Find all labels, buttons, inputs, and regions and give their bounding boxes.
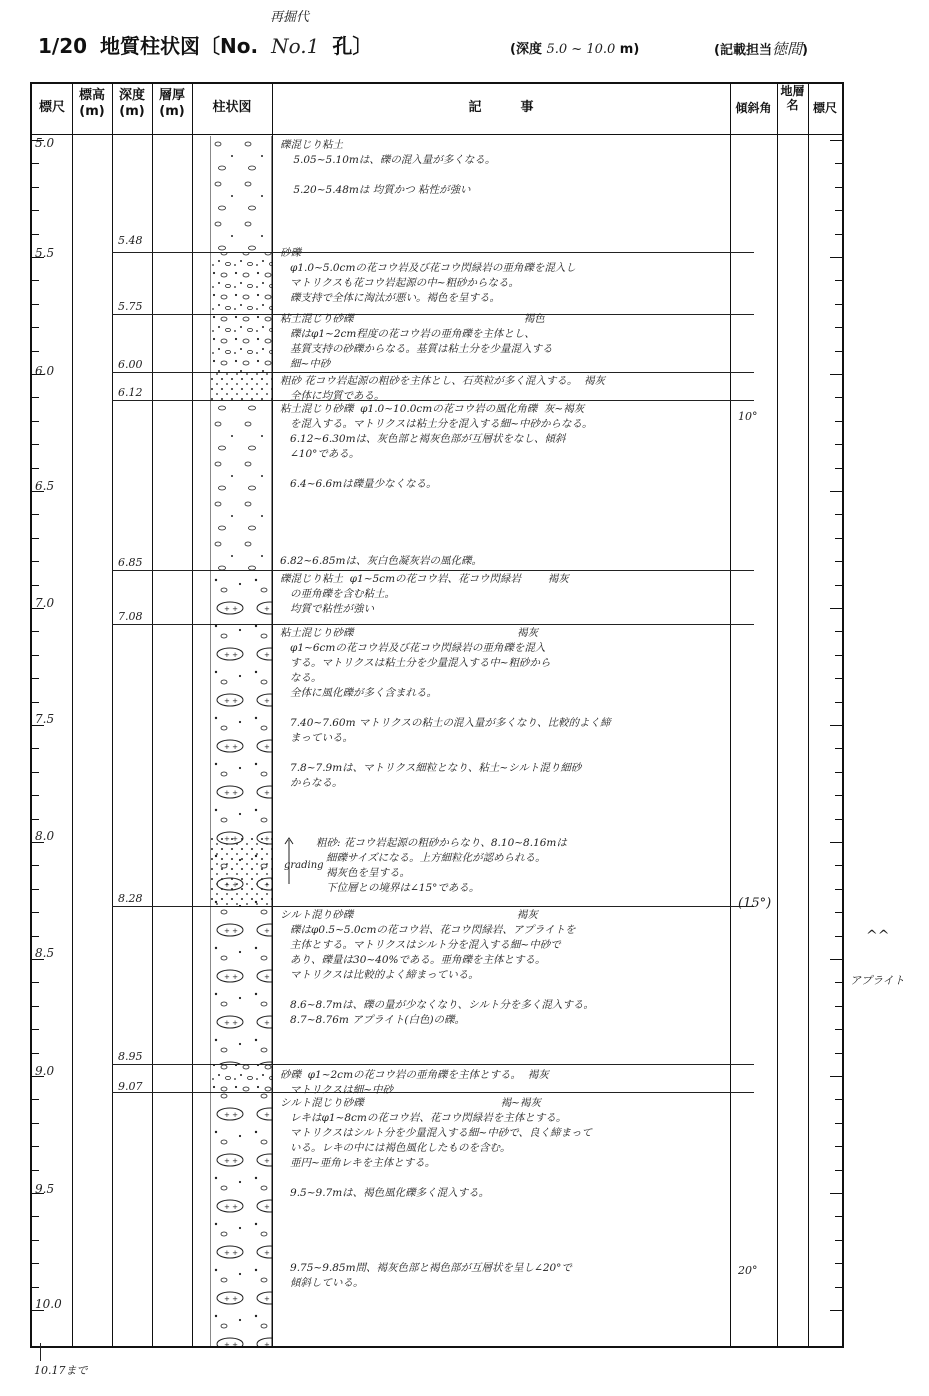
scale-tick bbox=[32, 140, 44, 141]
header-scale-right: 標尺 bbox=[812, 101, 837, 115]
scale-tick bbox=[835, 889, 842, 890]
scale-tick bbox=[830, 140, 842, 141]
scale-tick bbox=[835, 468, 842, 469]
header-thickness: 層厚 (m) bbox=[158, 88, 185, 119]
scale-tick bbox=[835, 772, 842, 773]
scale-tick bbox=[32, 702, 39, 703]
scale-tick bbox=[835, 819, 842, 820]
scale-tick bbox=[32, 351, 39, 352]
layer-depth: 6.12 bbox=[118, 386, 143, 399]
scale-mark: 8.5 bbox=[35, 946, 55, 960]
layer-note: 粗砂: 花コウ岩起源の粗砂からなり、8.10~8.16mは 細礫サイズになる。上方細粒化が認められる。 褐灰色を呈する。 下位層との境界は∠15°である。 bbox=[316, 837, 567, 894]
scale-tick bbox=[32, 1216, 39, 1217]
header-dip: 傾斜角 bbox=[735, 101, 772, 115]
scale-tick bbox=[32, 374, 44, 375]
scale-tick bbox=[32, 1193, 44, 1194]
scale-tick bbox=[835, 304, 842, 305]
scale-tick bbox=[32, 585, 39, 586]
scale-tick bbox=[32, 234, 39, 235]
scale-tick bbox=[830, 608, 842, 609]
scale-tick bbox=[835, 327, 842, 328]
scale-ratio: 1/20 bbox=[38, 34, 88, 58]
scale-tick bbox=[32, 1053, 39, 1054]
scale-tick bbox=[32, 748, 39, 749]
header-column: 柱状図 bbox=[212, 100, 252, 115]
scale-tick bbox=[830, 1310, 842, 1311]
scale-tick bbox=[835, 234, 842, 235]
scale-tick bbox=[32, 842, 44, 843]
title-superscript: 再掘代 bbox=[270, 10, 310, 25]
layer-depth: 9.07 bbox=[118, 1080, 143, 1093]
layer-depth: 5.75 bbox=[118, 300, 143, 313]
layer-note: 礫混じり粘土 φ1~5cmの花コウ岩、花コウ閃緑岩 褐灰 の亜角礫を含む粘土。 均質で粘性が強い bbox=[280, 573, 569, 615]
depth-unit: m) bbox=[619, 42, 640, 57]
scale-tick bbox=[32, 1076, 44, 1077]
layer-note: シルト混り砂礫 褐灰 礫はφ0.5~5.0cmの花コウ岩、花コウ閃緑岩、アプライトを 主体とする。マトリクスはシルト分を混入する細~中砂で あり、礫量は30~40%である。亜角礫を主体とする。 マトリクスは比較的よく締まっている。 8.6~8.7mは、礫の量が少なくなり、シルト分を多く混入する。 8.7~8.76m アプライト(白色)の礫。 bbox=[280, 909, 594, 1026]
layer-note: 粗砂 花コウ岩起源の粗砂を主体とし、石英粒が多く混入する。 褐灰 全体に均質である。 bbox=[280, 375, 606, 402]
layer-note: シルト混じり砂礫 褐~褐灰 レキはφ1~8cmの花コウ岩、花コウ閃緑岩を主体とする。 マトリクスはシルト分を少量混入する細~中砂で、良く締まって いる。レキの中には褐色風化したものを含む。 亜円~亜角レキを主体とする。 9.5~9.7mは、褐色風化礫多く混入する。 9.75~9.85m間、褐灰色部と褐色部が互層状を呈し∠20°で 傾斜している。 bbox=[280, 1097, 593, 1289]
scale-mark: 7.5 bbox=[35, 712, 55, 726]
scale-tick bbox=[32, 187, 39, 188]
depth-range: 5.0 ~ 10.0 bbox=[546, 42, 616, 57]
scale-tick bbox=[32, 912, 39, 913]
scale-tick bbox=[32, 1006, 39, 1007]
scale-tick bbox=[835, 163, 842, 164]
scale-tick bbox=[32, 397, 39, 398]
scale-tick bbox=[835, 514, 842, 515]
sheet-title bbox=[38, 30, 378, 59]
scale-tick bbox=[835, 982, 842, 983]
scale-tick bbox=[835, 1146, 842, 1147]
scale-tick bbox=[32, 819, 39, 820]
scale-tick bbox=[835, 1029, 842, 1030]
scale-tick bbox=[32, 491, 44, 492]
scale-tick bbox=[32, 889, 39, 890]
scale-tick bbox=[32, 327, 39, 328]
layer-depth: 8.28 bbox=[118, 892, 143, 905]
scale-tick bbox=[830, 491, 842, 492]
scale-tick bbox=[32, 257, 44, 258]
scale-tick bbox=[835, 1240, 842, 1241]
scale-tick bbox=[835, 1287, 842, 1288]
scale-tick bbox=[32, 304, 39, 305]
scale-tick bbox=[32, 1263, 39, 1264]
depth-label: (深度 bbox=[510, 42, 542, 57]
scale-tick bbox=[835, 865, 842, 866]
scale-tick bbox=[32, 1310, 44, 1311]
grading-label: grading bbox=[284, 860, 324, 871]
scale-tick bbox=[32, 280, 39, 281]
staff-name: 徳間 bbox=[771, 40, 802, 58]
scale-tick bbox=[835, 1006, 842, 1007]
scale-tick bbox=[835, 187, 842, 188]
scale-tick bbox=[830, 1076, 842, 1077]
bottom-marker bbox=[40, 1343, 41, 1361]
layer-depth: 6.85 bbox=[118, 556, 143, 569]
scale-mark: 9.0 bbox=[35, 1064, 55, 1078]
scale-tick bbox=[830, 725, 842, 726]
layer-note: 6.82~6.85mは、灰白色凝灰岩の風化礫。 bbox=[280, 555, 483, 567]
hole-number: No.1 bbox=[271, 34, 320, 58]
scale-tick bbox=[835, 561, 842, 562]
layer-note: 粘土混じり砂礫 褐灰 φ1~6cmの花コウ岩及び花コウ閃緑岩の亜角礫を混入 する。マトリクスは粘土分を少量混入する中~粗砂から なる。 全体に風化礫が多く含まれる。 7.40~7.60m マトリクスの粘土の混入量が多くなり、比較的よく締 まっている。 7.8~7.9mは、マトリクス細粒となり、粘土~シルト混り細砂 からなる。 bbox=[280, 627, 611, 789]
scale-mark: 7.0 bbox=[35, 596, 55, 610]
scale-tick bbox=[835, 1053, 842, 1054]
scale-tick bbox=[32, 795, 39, 796]
scale-tick bbox=[32, 1099, 39, 1100]
scale-tick bbox=[835, 397, 842, 398]
staff-label: (記載担当 bbox=[714, 43, 772, 58]
scale-tick bbox=[835, 631, 842, 632]
layer-depth: 7.08 bbox=[118, 610, 143, 623]
header-scale: 標尺 bbox=[38, 100, 65, 115]
scale-tick bbox=[32, 1146, 39, 1147]
scale-tick bbox=[835, 280, 842, 281]
header-elevation: 標高 (m) bbox=[78, 88, 105, 119]
staff-block bbox=[714, 38, 808, 59]
title-name: 地質柱状図〔No. bbox=[100, 34, 259, 58]
scale-tick bbox=[32, 210, 39, 211]
bottom-note: 10.17まで bbox=[34, 1364, 88, 1377]
scale-tick bbox=[835, 1263, 842, 1264]
aplite-sketch: ^^ bbox=[866, 928, 890, 944]
scale-tick bbox=[32, 936, 39, 937]
hole-suffix: 孔〕 bbox=[332, 34, 373, 58]
scale-tick bbox=[32, 1240, 39, 1241]
scale-mark: 6.5 bbox=[35, 479, 55, 493]
scale-tick bbox=[835, 585, 842, 586]
scale-mark: 9.5 bbox=[35, 1182, 55, 1196]
scale-tick bbox=[835, 351, 842, 352]
scale-tick bbox=[32, 725, 44, 726]
scale-tick bbox=[835, 748, 842, 749]
scale-tick bbox=[835, 655, 842, 656]
scale-tick bbox=[835, 702, 842, 703]
layer-note: 粘土混じり砂礫 φ1.0~10.0cmの花コウ岩の風化角礫 灰~褐灰 を混入する。マトリクスは粘土分を混入する細~中砂からなる。 6.12~6.30mは、灰色部と褐灰色部が互層状をなし、傾斜 ∠10°である。 6.4~6.6mは礫量少なくなる。 bbox=[280, 403, 593, 490]
scale-tick bbox=[835, 936, 842, 937]
scale-tick bbox=[32, 959, 44, 960]
scale-tick bbox=[32, 444, 39, 445]
scale-mark: 5.0 bbox=[35, 136, 55, 150]
dip-angle: 20° bbox=[738, 1264, 758, 1277]
scale-tick bbox=[32, 982, 39, 983]
aplite-label: アプライト bbox=[850, 974, 905, 987]
scale-tick bbox=[835, 678, 842, 679]
scale-tick bbox=[32, 772, 39, 773]
scale-tick bbox=[835, 1216, 842, 1217]
layer-note: 礫混じり粘土 5.05~5.10mは、礫の混入量が多くなる。 5.20~5.48mは 均質かつ 粘性が強い bbox=[280, 139, 496, 196]
scale-tick bbox=[32, 1029, 39, 1030]
scale-tick bbox=[32, 561, 39, 562]
dip-angle: (15°) bbox=[738, 896, 772, 911]
scale-mark: 8.0 bbox=[35, 829, 55, 843]
scale-tick bbox=[32, 163, 39, 164]
scale-tick bbox=[835, 1123, 842, 1124]
header-formation: 地層名 bbox=[780, 84, 805, 112]
scale-tick bbox=[835, 795, 842, 796]
scale-tick bbox=[835, 538, 842, 539]
lithology-column bbox=[210, 136, 272, 1346]
scale-mark: 10.0 bbox=[35, 1297, 62, 1311]
scale-tick bbox=[835, 444, 842, 445]
scale-tick bbox=[32, 1170, 39, 1171]
scale-tick bbox=[32, 421, 39, 422]
scale-mark: 5.5 bbox=[35, 246, 55, 260]
scale-mark: 6.0 bbox=[35, 364, 55, 378]
dip-angle: 10° bbox=[738, 410, 758, 423]
scale-tick bbox=[835, 1099, 842, 1100]
layer-note: 粘土混じり砂礫 褐色 礫はφ1~2cm程度の花コウ岩の亜角礫を主体とし、 基質支持の砂礫からなる。基質は粘土分を少量混入する 細~中砂 bbox=[280, 313, 553, 370]
header-depth: 深度 (m) bbox=[118, 88, 145, 119]
scale-tick bbox=[835, 421, 842, 422]
layer-depth: 8.95 bbox=[118, 1050, 143, 1063]
scale-tick bbox=[32, 655, 39, 656]
log-sheet bbox=[30, 82, 844, 1348]
scale-tick bbox=[32, 1287, 39, 1288]
scale-tick bbox=[32, 1123, 39, 1124]
scale-tick bbox=[835, 912, 842, 913]
header-description: 記 事 bbox=[468, 100, 534, 115]
scale-tick bbox=[830, 257, 842, 258]
layer-depth: 6.00 bbox=[118, 358, 143, 371]
scale-tick bbox=[835, 1170, 842, 1171]
scale-tick bbox=[835, 210, 842, 211]
scale-tick bbox=[830, 1193, 842, 1194]
scale-tick bbox=[32, 514, 39, 515]
scale-tick bbox=[830, 374, 842, 375]
depth-range-block bbox=[510, 38, 639, 57]
scale-tick bbox=[32, 631, 39, 632]
scale-tick bbox=[32, 538, 39, 539]
scale-tick bbox=[32, 468, 39, 469]
scale-tick bbox=[32, 865, 39, 866]
scale-tick bbox=[830, 959, 842, 960]
scale-tick bbox=[32, 608, 44, 609]
scale-tick bbox=[830, 842, 842, 843]
layer-note: 砂礫 φ1.0~5.0cmの花コウ岩及び花コウ閃緑岩の亜角礫を混入し マトリクスも花コウ岩起源の中~粗砂からなる。 礫支持で全体に淘汰が悪い。褐色を呈する。 bbox=[280, 247, 576, 304]
layer-note: 砂礫 φ1~2cmの花コウ岩の亜角礫を主体とする。 褐灰 マトリクスは細~中砂 bbox=[280, 1069, 549, 1096]
staff-close: ) bbox=[801, 43, 808, 58]
layer-depth: 5.48 bbox=[118, 234, 143, 247]
scale-tick bbox=[32, 678, 39, 679]
